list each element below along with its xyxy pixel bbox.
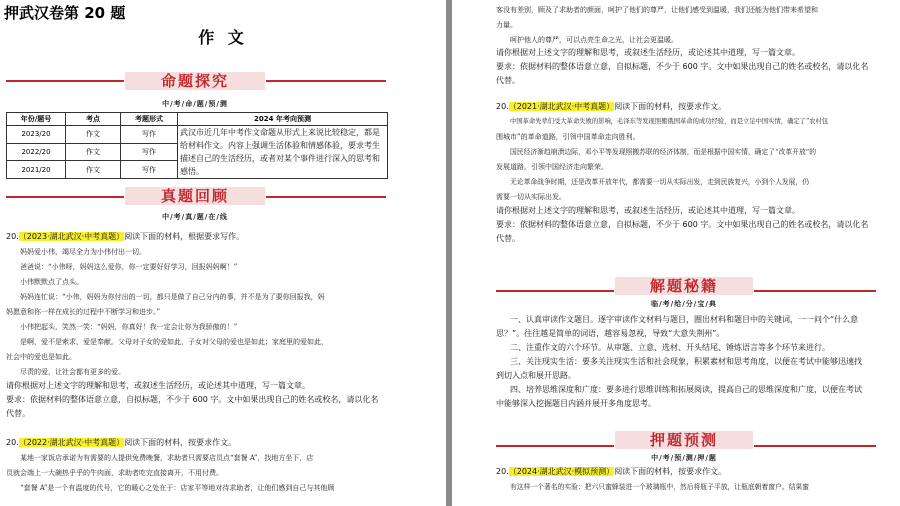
question-number: 20. bbox=[496, 467, 509, 476]
section-banner-jieti: 解题秘籍 bbox=[615, 277, 753, 295]
requirement-line: 请你根据对上述文字的理解和思考，或叙述生活经历，或论述其中道理，写一篇文章。 bbox=[496, 206, 800, 215]
material-line: 妈妈爱小伟，竭尽全力为小伟付出一切。 bbox=[20, 248, 146, 256]
banner-line-left bbox=[6, 80, 124, 82]
exam-tag: （2021·湖北武汉·中考真题） bbox=[508, 102, 615, 111]
question-2022-heading bbox=[6, 437, 236, 449]
exam-tag: （2022·湖北武汉·中考真题） bbox=[18, 438, 125, 447]
material-line: 小伟把起头，笑然一笑：“妈妈，你真好！我一定会让你为我骄傲的！” bbox=[20, 323, 238, 331]
requirement-line: 要求：依据材料的整体语意立意，自拟标题，不少于 600 字。文中如果出现自己的姓名或校名，请以化名 bbox=[6, 395, 379, 404]
table-cell: 作文 bbox=[66, 126, 121, 144]
material-line: “套餐 A”是一个有温度的代号，它的暖心之处在于：店家平等地对待求助者，让他们感到自己与其他顾 bbox=[20, 484, 335, 492]
material-line: 小伟默默点了点头。 bbox=[20, 278, 83, 286]
question-2024-heading bbox=[496, 466, 726, 478]
question-number: 20. bbox=[6, 438, 19, 447]
material-line: 需要一切从实际出发。 bbox=[496, 193, 566, 201]
exam-table bbox=[6, 112, 388, 179]
table-cell: 写作 bbox=[121, 161, 178, 179]
prediction-text: 武汉市近几年中考作文命题从形式上来说比较稳定，都是给材料作文。内容上强调生活体验和情感体验，要求考生描述自己的生活经历，或者对某个事件进行深入的思考和感悟。 bbox=[178, 126, 388, 179]
table-header: 考点 bbox=[66, 113, 121, 126]
section-banner-zhenti: 真题回顾 bbox=[125, 187, 265, 205]
tip-line: 思？”。往往越是简单的词语，越容易忽视，导致“大意失荆州”。 bbox=[496, 329, 725, 338]
question-2023-heading bbox=[6, 231, 244, 243]
material-line: 尽责的爱，让社会都有更多的爱。 bbox=[20, 368, 125, 376]
material-line: 发展道路，引领中国经济走向繁荣。 bbox=[496, 163, 608, 171]
material-line: 国民经济渐趋崩溃边际，邓小平等发现照搬苏联的经济体制，而是根据中国实情，确定了“改革开放”的 bbox=[510, 148, 817, 156]
tip-line: 到切入点和展开思路。 bbox=[496, 371, 576, 380]
tip-line: 中能够深入挖掘题目内涵并展开多角度思考。 bbox=[496, 399, 656, 408]
tip-line: 一、认真审读作文题目。逐字审读作文材料与题目，圈出材料和题目中的关键词，一一问个“什么意 bbox=[510, 315, 859, 324]
material-line: 中国革命先辈们受大革命失败的影响，毛泽东等发现照搬俄国革命的成功经验，而是立足中国实情，确定了“农村包 bbox=[510, 118, 829, 125]
banner-line-left bbox=[496, 445, 614, 447]
requirement-line: 代替。 bbox=[496, 234, 520, 243]
material-line: 妈妈连忙说：“小伟，妈妈为你付出的一切，都只是做了自己分内的事，并不是为了要你回报我，妈 bbox=[20, 293, 325, 301]
banner-line-right bbox=[754, 445, 876, 447]
table-header: 2024 年考向预测 bbox=[178, 113, 388, 126]
table-cell: 作文 bbox=[66, 161, 121, 179]
banner-line-right bbox=[266, 80, 386, 82]
table-cell: 2021/20 bbox=[7, 161, 66, 179]
requirement-line: 代替。 bbox=[6, 409, 30, 418]
requirement-line: 要求：依据材料的整体语意立意，自拟标题，不少于 600 字。文中如果出现自己的姓名或校名，请以化名 bbox=[496, 220, 869, 229]
requirement-line: 要求：依据材料的整体语意立意，自拟标题，不少于 600 字。文中如果出现自己的姓名或校名，请以化名 bbox=[496, 62, 869, 71]
table-cell: 作文 bbox=[66, 143, 121, 161]
table-cell: 2023/20 bbox=[7, 126, 66, 144]
material-line: 是啊，爱不是索求，爱是奉献。父母对子女的爱如此，子女对父母的爱也是如此；家庭里的爱如此， bbox=[20, 338, 328, 346]
question-prompt: 阅读下面的材料，按要求作文。 bbox=[124, 438, 237, 447]
question-number: 20. bbox=[496, 102, 509, 111]
section-subtitle: 临/考/给/分/宝/典 bbox=[651, 300, 717, 308]
banner-line-right bbox=[754, 290, 876, 292]
requirement-line: 代替。 bbox=[496, 76, 520, 85]
requirement-line: 请你根据对上述文字的理解和思考，或叙述生活经历，或论述其中道理，写一篇文章。 bbox=[6, 381, 310, 390]
section-subtitle: 中/考/命/题/预/测 bbox=[162, 100, 228, 108]
tip-line: 四、培养思维深度和广度：要多进行思维训练和拓展阅读，提高自己的思维深度和广度，以便在考试 bbox=[510, 385, 862, 394]
question-2021-heading bbox=[496, 101, 726, 113]
material-line: 某地一家饭店承诺为有需要的人提供免费晚餐，求助者只需要店员点“套餐 A”，找地方坐下，店 bbox=[20, 454, 314, 462]
material-line: 妈愿意和你一样在成长的过程中不断学习和进步。” bbox=[6, 308, 161, 316]
table-cell: 写作 bbox=[121, 143, 178, 161]
section-banner-yati: 押题预测 bbox=[615, 431, 753, 449]
material-line: 员就会端上一大碗热乎乎的牛肉面，求助者吃完直接离开，不用付费。 bbox=[6, 469, 223, 477]
exam-tag: （2024·湖北武汉·模拟预测） bbox=[508, 467, 615, 476]
table-cell: 2022/20 bbox=[7, 143, 66, 161]
subject-title: 作 文 bbox=[198, 28, 248, 47]
section-subtitle: 中/考/真/题/在/线 bbox=[162, 213, 228, 221]
banner-line-left bbox=[6, 196, 124, 198]
table-header: 年份/题号 bbox=[7, 113, 66, 126]
table-header: 考题形式 bbox=[121, 113, 178, 126]
material-line: 围城市”的革命道路，引领中国革命走向胜利。 bbox=[496, 133, 640, 141]
exam-tag: （2023·湖北武汉·中考真题） bbox=[18, 232, 125, 241]
question-prompt: 阅读下面的材料，根据要求写作。 bbox=[124, 232, 245, 241]
banner-line-left bbox=[496, 290, 614, 292]
material-line: 呵护他人的尊严，可以点亮生命之光，让社会更温暖。 bbox=[510, 36, 678, 44]
table-cell: 写作 bbox=[121, 126, 178, 144]
section-subtitle: 中/考/预/测/押/题 bbox=[651, 454, 717, 462]
left-page bbox=[0, 0, 446, 506]
question-number: 20. bbox=[6, 232, 19, 241]
section-banner-mingti: 命题探究 bbox=[125, 72, 265, 90]
material-line: 社会中的爱也是如此。 bbox=[6, 353, 76, 361]
tip-line: 三、关注现实生活：要多关注现实生活和社会现象，积累素材和思考角度，以便在考试中能够迅速找 bbox=[510, 357, 862, 366]
material-line: 爸爸说：“小伟呀，妈妈这么爱你，你一定要好好学习，回报妈妈啊！” bbox=[20, 263, 238, 271]
requirement-line: 请你根据对上述文字的理解和思考，或叙述生活经历，或论述其中道理，写一篇文章。 bbox=[496, 48, 800, 57]
material-line: 力量。 bbox=[496, 21, 517, 29]
tip-line: 二、注重作文的六个环节。从审题、立意、选材、开头结尾、锤炼语言等多个环节来进行。 bbox=[510, 343, 830, 352]
material-line: 无论革命战争时期，还是改革开放年代，都需要一切从实际出发，走到民族复兴，小到个人发展，仍 bbox=[510, 178, 810, 186]
doc-header-title: 押武汉卷第 20 题 bbox=[4, 4, 126, 22]
banner-line-right bbox=[266, 196, 386, 198]
right-page bbox=[452, 0, 900, 506]
question-prompt: 阅读下面的材料，按要求作文。 bbox=[614, 102, 727, 111]
question-prompt: 阅读下面的材料，按要求作文。 bbox=[614, 467, 727, 476]
material-line: 有这样一个著名的实验：把六只蜜蜂装进一个玻璃瓶中，然后将瓶子平放，让瓶底朝着窗户。结果蜜 bbox=[510, 483, 810, 491]
material-line: 客没有差别，顾及了求助者的颜面，呵护了他们的尊严，让他们感受到温暖，我们还能为他们带来希望和 bbox=[496, 6, 818, 14]
